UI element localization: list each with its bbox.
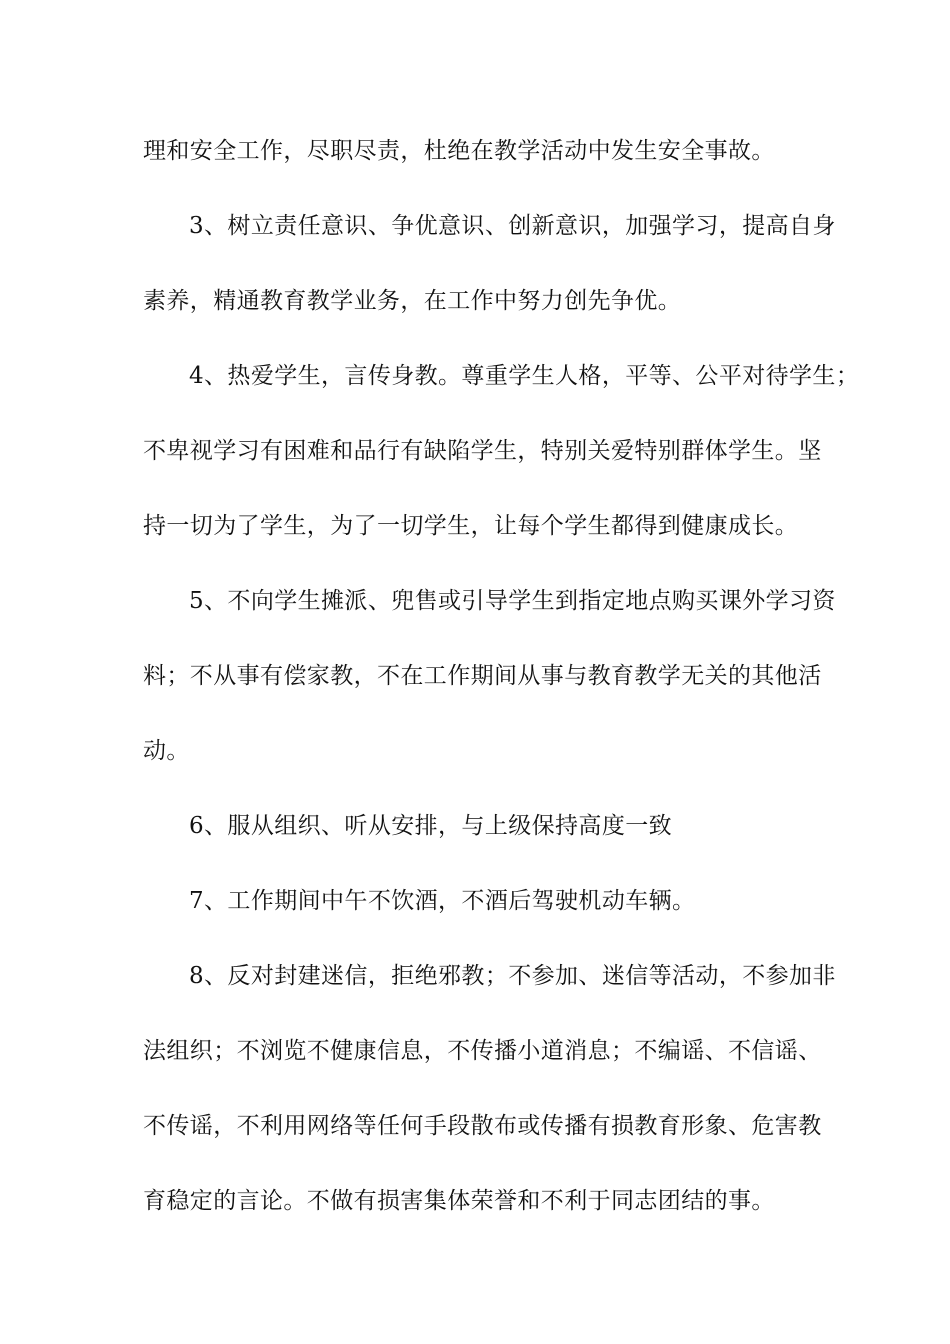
text-line: 5、不向学生摊派、兜售或引导学生到指定地点购买课外学习资 [189,588,836,614]
text-line: 持一切为了学生，为了一切学生，让每个学生都得到健康成长。 [143,513,799,539]
text-line: 理和安全工作，尽职尽责，杜绝在教学活动中发生安全事故。 [143,138,775,164]
text-line: 素养，精通教育教学业务，在工作中努力创先争优。 [143,288,682,314]
text-line: 8、反对封建迷信，拒绝邪教；不参加、迷信等活动，不参加非 [189,963,836,989]
text-line: 6、服从组织、听从安排，与上级保持高度一致 [189,813,673,839]
text-line: 动。 [143,738,190,764]
text-line: 7、工作期间中午不饮酒，不酒后驾驶机动车辆。 [189,888,696,914]
text-line: 育稳定的言论。不做有损害集体荣誉和不利于同志团结的事。 [143,1188,775,1214]
text-line: 4、热爱学生，言传身教。尊重学生人格，平等、公平对待学生； [189,363,860,389]
text-line: 3、树立责任意识、争优意识、创新意识，加强学习，提高自身 [189,213,836,239]
text-line: 法组织；不浏览不健康信息，不传播小道消息；不编谣、不信谣、 [143,1038,822,1064]
text-line: 不卑视学习有困难和品行有缺陷学生，特别关爱特别群体学生。坚 [143,438,822,464]
text-line: 料；不从事有偿家教，不在工作期间从事与教育教学无关的其他活 [143,663,822,689]
text-line: 不传谣，不利用网络等任何手段散布或传播有损教育形象、危害教 [143,1113,822,1139]
